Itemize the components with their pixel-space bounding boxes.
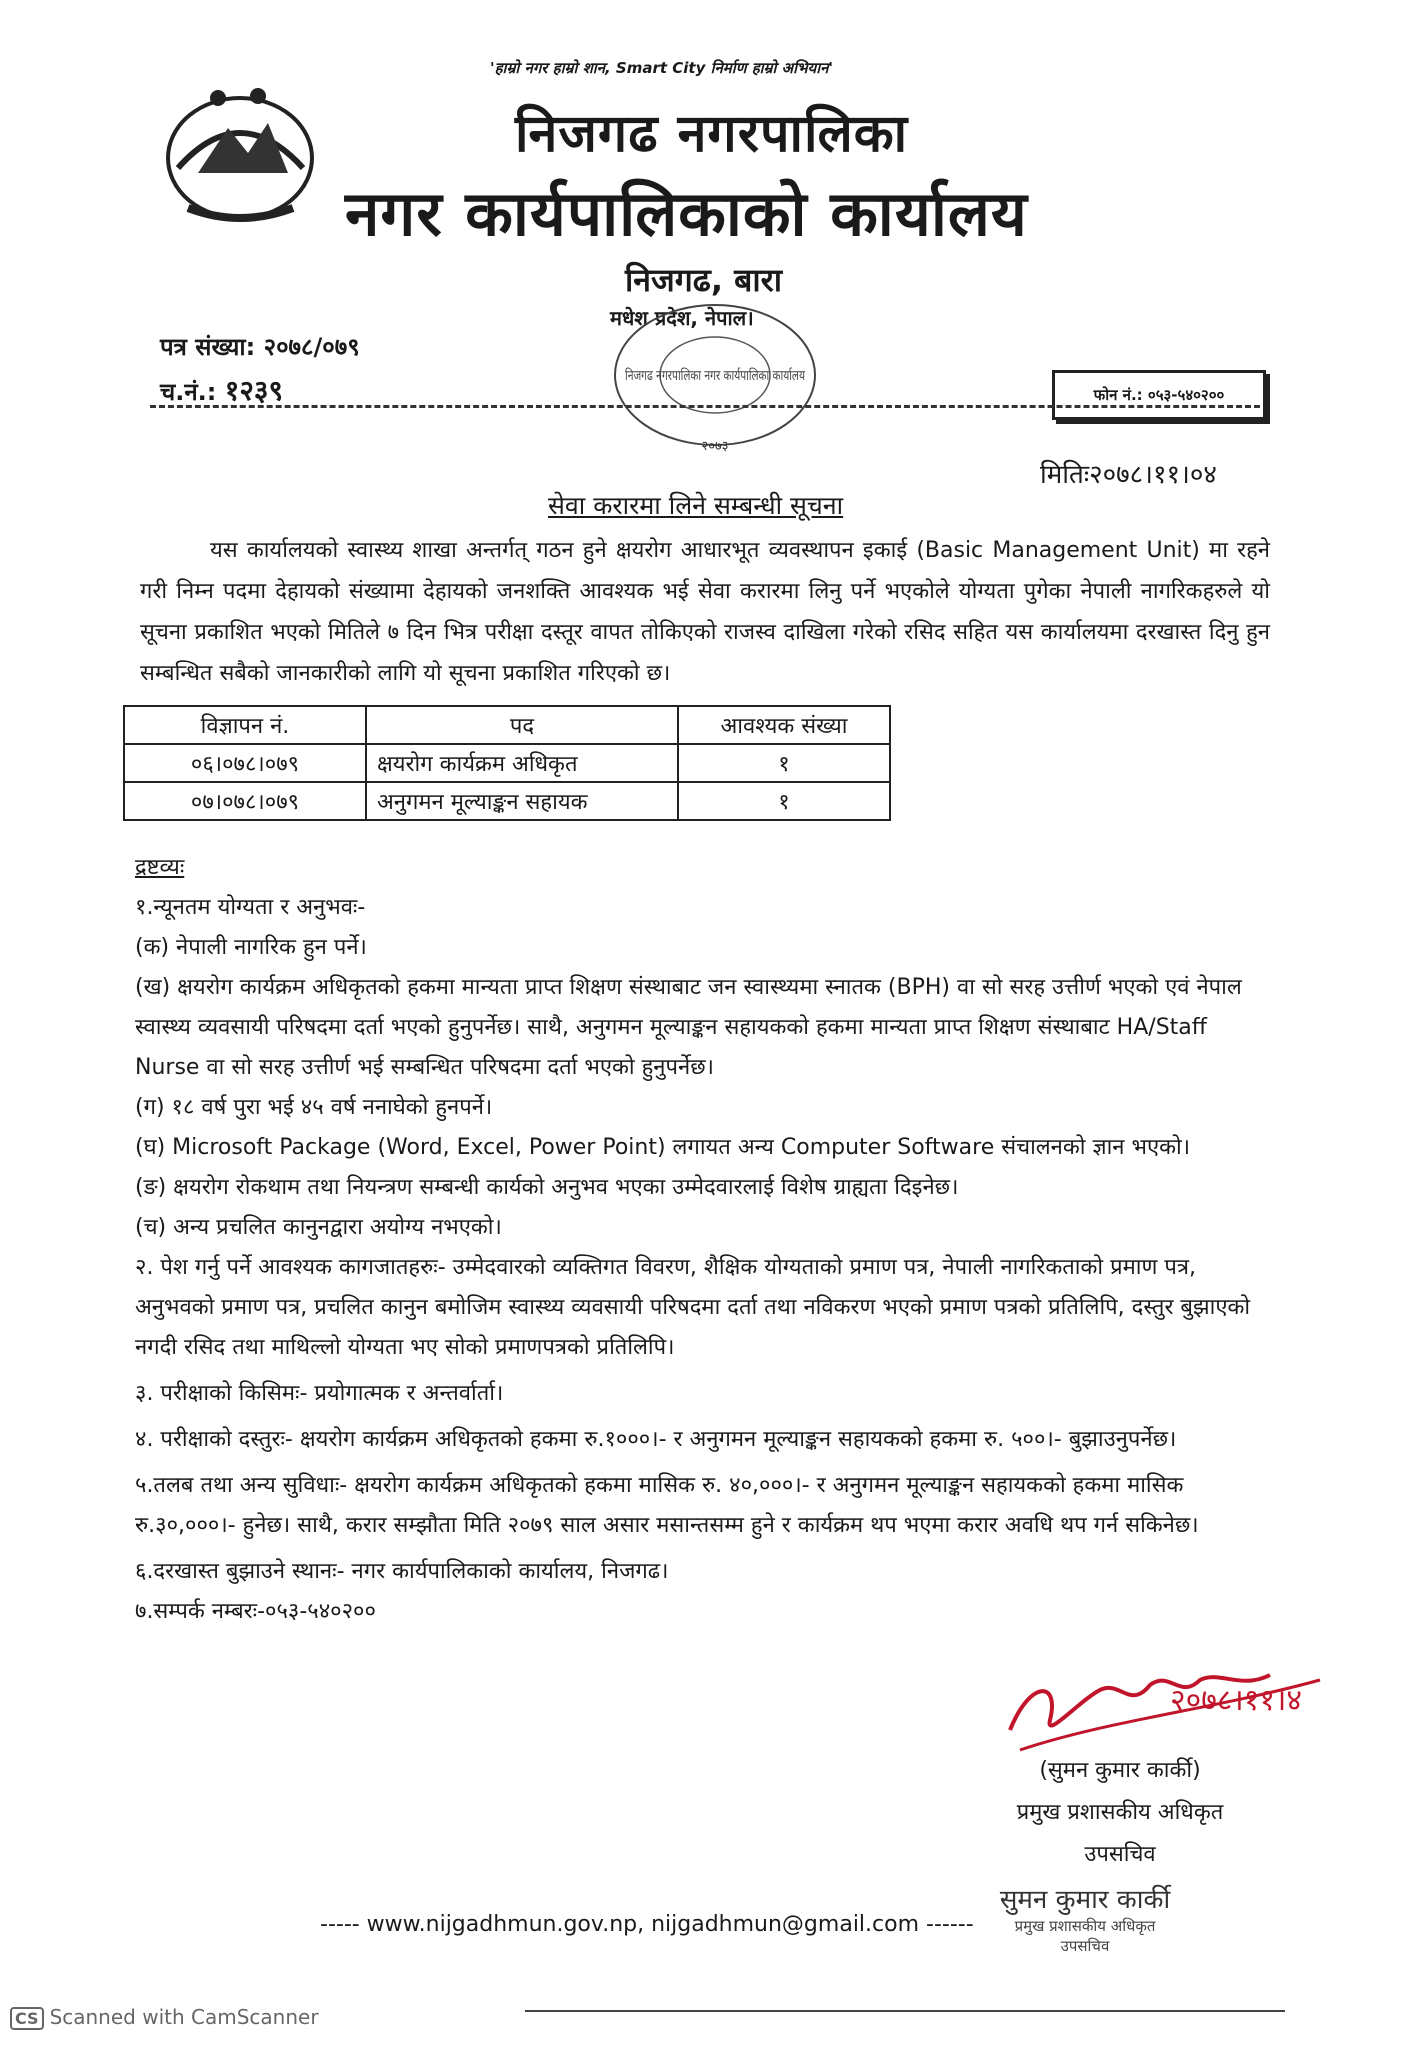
stamp-title: प्रमुख प्रशासकीय अधिकृत [1014,1917,1156,1935]
section-1-g: (ग) १८ वर्ष पुरा भई ४५ वर्ष ननाघेको हुनपर्ने। [135,1095,493,1120]
section-1-ng: (ङ) क्षयरोग रोकथाम तथा नियन्त्रण सम्बन्धी कार्यको अनुभव भएका उम्मेदवारलाई विशेष ग्राह्यता दिइनेछ। [135,1175,959,1200]
signatory-block [990,1750,1250,1876]
notice-details [135,848,1270,1632]
section-2: २. पेश गर्नु पर्ने आवश्यक कागजातहरुः- उम्मेदवारको व्यक्तिगत विवरण, शैक्षिक योग्यताको प्रमाण पत्र, नेपाली नागरिकताको प्रमाण पत्र, अनुभवको प्रमाण पत्र, प्रचलित कानुन बमोजिम स्वास्थ्य व्यवसायी परिषदमा दर्ता तथा नविकरण भएको प्रमाण पत्रको प्रतिलिपि, दस्तुर बुझाएको नगदी रसिद तथा माथिल्लो योग्यता भए सोको प्रमाणपत्रको प्रतिलिपि। [135,1255,1251,1360]
footer-rule [525,2010,1285,2012]
col-post: पद [366,706,678,744]
notice-subject: सेवा करारमा लिने सम्बन्धी सूचना [548,491,844,520]
notice-date: मितिः२०७८।११।०४ [1040,460,1217,490]
office-province: मधेश प्रदेश, नेपाल। [610,306,754,330]
section-5: ५.तलब तथा अन्य सुविधाः- क्षयरोग कार्यक्रम अधिकृतको हकमा मासिक रु. ४०,०००।- र अनुगमन मूल्याङ्कन सहायकको हकमा मासिक रु.३०,०००।- हुनेछ। साथै, करार सम्झौता मिति २०७९ साल असार मसान्तसम्म हुने र कार्यक्रम थप भएमा करार अवधि थप गर्न सकिनेछ। [135,1473,1199,1538]
reference-block [160,325,360,414]
table-row: ०६।०७८।०७९ क्षयरोग कार्यक्रम अधिकृत १ [124,744,890,782]
vacancy-table [123,705,891,821]
section-1-title: १.न्यूनतम योग्यता र अनुभवः- [135,895,366,920]
footer-contact: ----- www.nijgadhmun.gov.np, nijgadhmun@gmail.com ------ [320,1912,974,1937]
office-name: नगर कार्यपालिकाको कार्यालय [345,177,1028,250]
signatory-title: प्रमुख प्रशासकीय अधिकृत [1016,1800,1224,1825]
col-count: आवश्यक संख्या [678,706,890,744]
camscanner-icon: CS [10,2007,44,2030]
table-header-row [124,706,890,744]
note-label: द्रष्टव्यः [135,855,185,880]
name-stamp [970,1880,1200,1956]
signatory-rank: उपसचिव [1084,1842,1156,1867]
municipality-name: निजगढ नगरपालिका [515,104,909,164]
section-1-ch: (च) अन्य प्रचलित कानुनद्वारा अयोग्य नभएको। [135,1215,502,1240]
stamp-rank: उपसचिव [1060,1937,1110,1955]
nepal-emblem-icon [158,78,323,228]
section-7: ७.सम्पर्क नम्बरः-०५३-५४०२०० [135,1599,376,1624]
section-6: ६.दरखास्त बुझाउने स्थानः- नगर कार्यपालिकाको कार्यालय, निजगढ। [135,1559,669,1584]
stamp-name: सुमन कुमार कार्की [999,1885,1171,1915]
notice-intro: यस कार्यालयको स्वास्थ्य शाखा अन्तर्गत् गठन हुने क्षयरोग आधारभूत व्यवस्थापन इकाई (Basic Management Unit) मा रहने गरी निम्न पदमा देहायको संख्यामा देहायको जनशक्ति आवश्यक भई सेवा करारमा लिनु पर्ने भएकोले योग्यता पुगेका नेपाली नागरिकहरुले यो सूचना प्रकाशित भएको मितिले ७ दिन भित्र परीक्षा दस्तूर वापत तोकिएको राजस्व दाखिला गरेको रसिद सहित यस कार्यालयमा दरखास्त दिनु हुन सम्बन्धित सबैको जानकारीको लागि यो सूचना प्रकाशित गरिएको छ। [140,538,1270,686]
dispatch-number: च.नं.: १२३९ [160,374,284,407]
phone-box: फोन नं.: ०५३-५४०२०० [1052,370,1266,420]
signatory-name: (सुमन कुमार कार्की) [1039,1758,1201,1783]
table-row: ०७।०७८।०७९ अनुगमन मूल्याङ्कन सहायक १ [124,782,890,820]
header-divider [150,405,1260,408]
camscanner-watermark: CS Scanned with CamScanner [10,2005,319,2030]
handwritten-date: २०७८।११।४ [1170,1683,1302,1718]
section-1-k: (क) नेपाली नागरिक हुन पर्ने। [135,935,367,960]
seal-text: निजगढ नगरपालिका नगर कार्यपालिका कार्यालय [625,368,868,384]
office-location: निजगढ, बारा [625,261,783,299]
section-4: ४. परीक्षाको दस्तुरः- क्षयरोग कार्यक्रम अधिकृतको हकमा रु.१०००।- र अनुगमन मूल्याङ्कन सहायकको हकमा रु. ५००।- बुझाउनुपर्नेछ। [135,1427,1177,1452]
office-seal [600,300,868,460]
seal-year: २०७३ [701,439,729,454]
section-3: ३. परीक्षाको किसिमः- प्रयोगात्मक र अन्तर्वार्ता। [135,1381,504,1406]
motto: 'हाम्रो नगर हाम्रो शान, Smart City निर्माण हाम्रो अभियान' [490,59,834,77]
col-ad-no: विज्ञापन नं. [124,706,366,744]
section-1-gh: (घ) Microsoft Package (Word, Excel, Power Point) लगायत अन्य Computer Software संचालनको ज्ञान भएको। [135,1135,1191,1160]
section-1-kh: (ख) क्षयरोग कार्यक्रम अधिकृतको हकमा मान्यता प्राप्त शिक्षण संस्थाबाट जन स्वास्थ्यमा स्नातक (BPH) वा सो सरह उत्तीर्ण भएको एवं नेपाल स्वास्थ्य व्यवसायी परिषदमा दर्ता भएको हुनुपर्नेछ। साथै, अनुगमन मूल्याङ्कन सहायकको हकमा मान्यता प्राप्त शिक्षण संस्थाबाट HA/Staff Nurse वा सो सरह उत्तीर्ण भई सम्बन्धित परिषदमा दर्ता भएको हुनुपर्नेछ। [135,975,1242,1080]
letter-number: पत्र संख्या: २०७८/०७९ [160,333,360,361]
